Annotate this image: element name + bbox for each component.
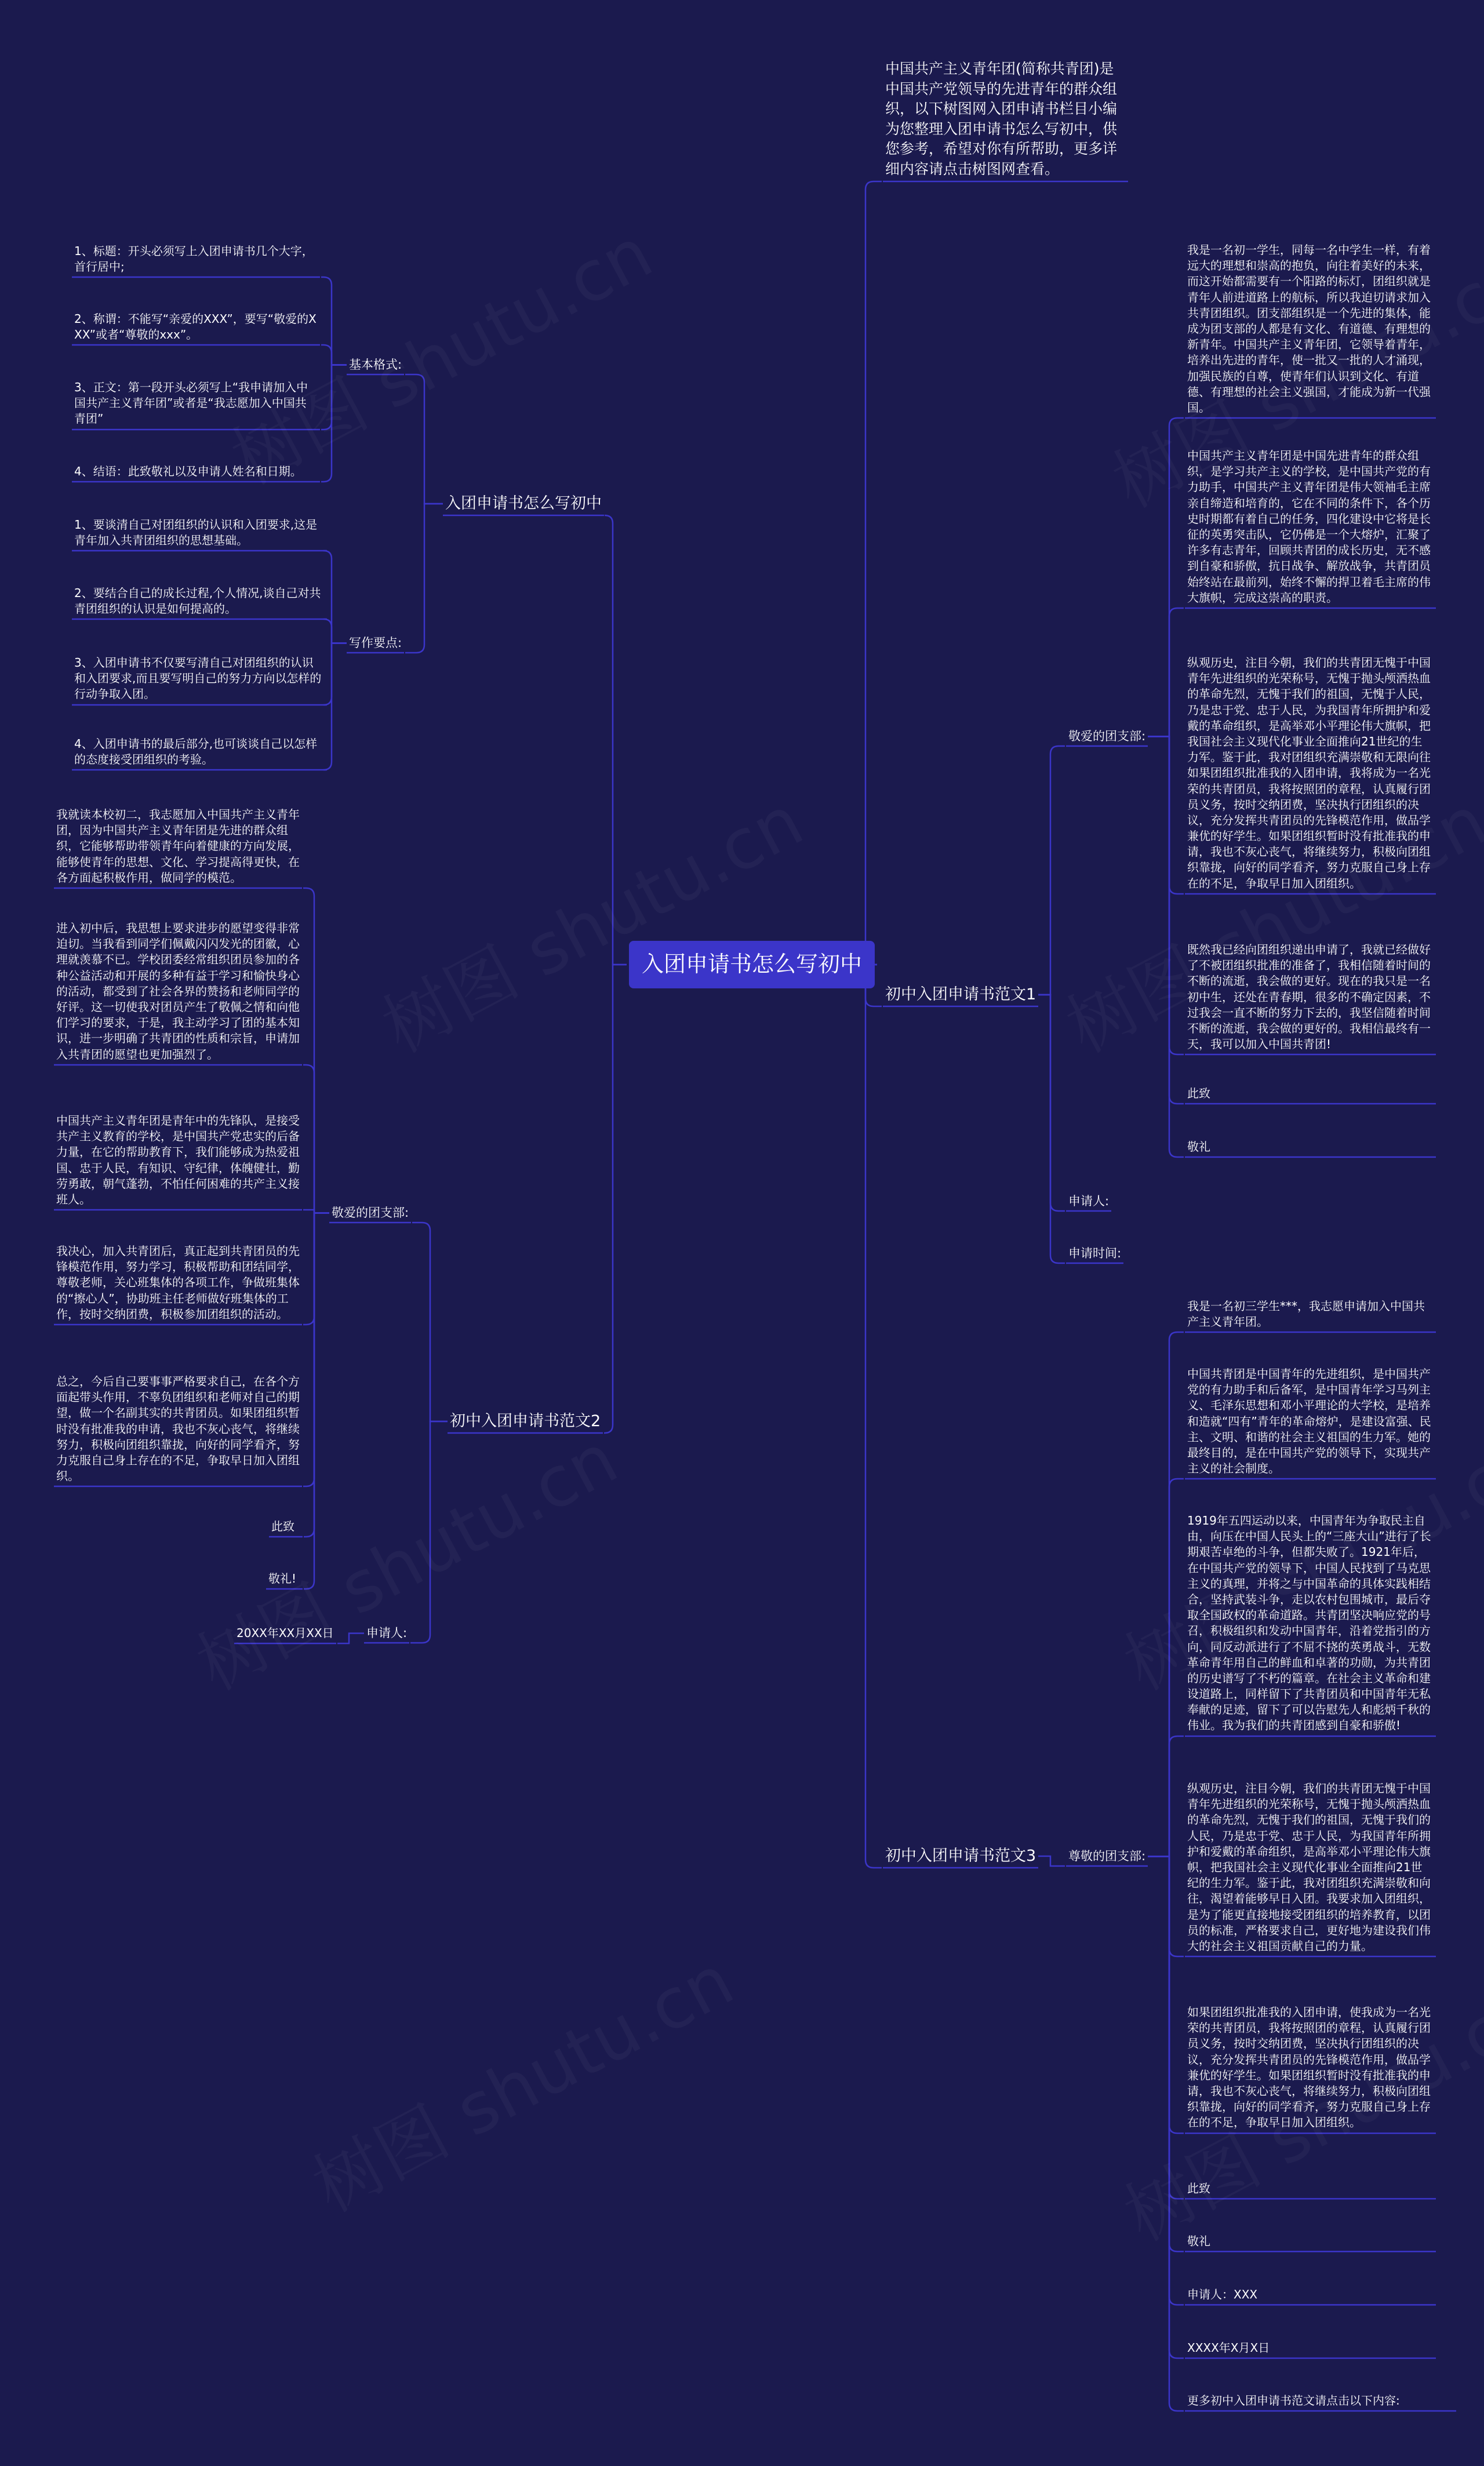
connector	[410, 1421, 448, 1643]
connector	[303, 1213, 329, 1487]
connector	[323, 551, 347, 643]
sample3-date[interactable]: XXXX年X月X日	[1187, 2341, 1270, 2355]
basic-format-item[interactable]: 4、结语：此致敬礼以及申请人姓名和日期。	[74, 464, 302, 478]
connector	[1148, 1857, 1184, 2199]
connector	[1148, 418, 1184, 737]
connector	[1148, 737, 1184, 1055]
connector	[1038, 1856, 1065, 1866]
connector	[604, 965, 627, 1433]
connector	[1148, 737, 1184, 1158]
connector	[865, 965, 882, 1868]
root-topic[interactable]: 入团申请书怎么写初中	[629, 941, 875, 988]
writing-point-item[interactable]: 4、入团申请书的最后部分,也可谈谈自己以怎样的态度接受团组织的考验。	[74, 737, 318, 767]
sample1-applicant[interactable]: 申请人:	[1068, 1194, 1110, 1208]
sample3-paragraph[interactable]: 我是一名初三学生***，我志愿申请加入中国共产主义青年团。	[1187, 1299, 1425, 1329]
connector	[1148, 1736, 1184, 1857]
sample3-paragraph[interactable]: 如果团组织批准我的入团申请，使我成为一名光荣的共青团员，我将按照团的章程，认真履行团员义务，按时交纳团费，坚决执行团组织的决议，充分发挥共青团员的先锋模范作用，做品学兼优的好学生。如果团组织暂时没有批准我的申请，我也不灰心丧气，将继续努力，积极向团组织靠拢，向好的同学看齐，努力克服自己身上存在的不足，争取早日加入团组织。	[1187, 2005, 1431, 2130]
connector	[1038, 746, 1065, 995]
writing-points-label[interactable]: 写作要点:	[349, 636, 402, 650]
sample3-more-link[interactable]: 更多初中入团申请书范文请点击以下内容:	[1187, 2394, 1400, 2407]
sample2-paragraph[interactable]: 我决心，加入共青团后，真正起到共青团员的先锋模范作用，努力学习，积极帮助和团结同学，尊敬老师，关心班集体的各项工作，争做班集体的“擦心人”，协助班主任老师做好班集体的工作，按时交纳团费，积极参加团组织的活动。	[56, 1244, 300, 1321]
connector	[303, 1065, 329, 1213]
branch-sample-3[interactable]: 初中入团申请书范文3	[885, 1847, 1036, 1865]
connector	[605, 515, 627, 965]
connector	[323, 643, 347, 705]
sample1-paragraph[interactable]: 纵观历史，注目今朝，我们的共青团无愧于中国青年先进组织的光荣称号，无愧于抛头颅洒热血的革命先烈，无愧于我们的祖国，无愧于人民，乃是忠于党、忠于人民，为我国青年所拥护和爱戴的革命组织，是高举邓小平理论伟大旗帜，把我国社会主义现代化事业全面推向21世纪的生力军。鉴于此，我对团组织充满崇敬和无限向往如果团组织批准我的入团申请，我将成为一名光荣的共青团员，我将按照团的章程，认真履行团员义务，按时交纳团费，坚决执行团组织的决议，充分发挥共青团员的先锋模范作用，做品学兼优的好学生。如果团组织暂时没有批准我的申请，我也不灰心丧气，将继续努力，积极向团组织靠拢，向好的同学看齐，努力克服自己身上存在的不足，争取早日加入团组织。	[1187, 656, 1431, 890]
sample1-closing[interactable]: 敬礼	[1187, 1140, 1210, 1154]
connector	[303, 888, 329, 1213]
sample2-dear-label[interactable]: 敬爱的团支部:	[332, 1206, 409, 1220]
writing-point-item[interactable]: 1、要谈清自己对团组织的认识和入团要求,这是青年加入共青团组织的思想基础。	[74, 518, 318, 548]
basic-format-item[interactable]: 3、正文：第一段开头必须写上“我申请加入中国共产主义青年团”或者是“我志愿加入中国共青团”	[74, 380, 308, 426]
connector	[1148, 1857, 1184, 2134]
connector	[323, 619, 347, 643]
branch-how-to-write[interactable]: 入团申请书怎么写初中	[445, 494, 602, 512]
connector	[321, 277, 347, 365]
connector	[1148, 1479, 1184, 1857]
basic-format-item[interactable]: 2、称谓：不能写“亲爱的XXX”，要写“敬爱的XXX”或者“尊敬的xxx”。	[74, 312, 317, 342]
sample1-apply-time[interactable]: 申请时间:	[1068, 1246, 1122, 1260]
sample1-closing[interactable]: 此致	[1187, 1086, 1210, 1100]
sample2-paragraph[interactable]: 我就读本校初二，我志愿加入中国共产主义青年团，因为中国共产主义青年团是先进的群众组织，它能够帮助带领青年向着健康的方向发展，能够使青年的思想、文化、学习提高得更快，在各方面起积极作用，做同学的模范。	[56, 808, 300, 885]
sample3-closing[interactable]: 此致	[1187, 2181, 1210, 2195]
connector	[1148, 608, 1184, 737]
sample3-paragraph[interactable]: 纵观历史，注目今朝，我们的共青团无愧于中国青年先进组织的光荣称号，无愧于抛头颅洒热血的革命先烈，无愧于我们的祖国，无愧于我们的人民，乃是忠于党、忠于人民，为我国青年所拥护和爱戴的革命组织，是高举邓小平理论伟大旗帜，把我国社会主义现代化事业全面推向21世纪的生力军。鉴于此，我对团组织充满崇敬和向往，渴望着能够早日入团。我要求加入团组织，是为了能更直接地接受团组织的培养教育，以团员的标准，严格要求自己，更好地为建设我们伟大的社会主义祖国贡献自己的力量。	[1187, 1781, 1431, 1953]
connector	[321, 365, 347, 482]
sample1-paragraph[interactable]: 我是一名初一学生，同每一名中学生一样，有着远大的理想和崇高的抱负，向往着美好的未来，而这开始都需要有一个阳路的标灯，团组织就是青年人前进道路上的航标，所以我迫切请求加入共青团组织。团支部组织是一个先进的集体，能成为团支部的人都是有文化、有道德、有理想的新青年。中国共产主义青年团，它领导着青年，培养出先进的青年，使一批又一批的人才涌现，加强民族的自尊，使青年们认识到文化、有道德、有理想的社会主义强国，才能成为新一代强国。	[1187, 243, 1431, 414]
branch-sample-1[interactable]: 初中入团申请书范文1	[885, 985, 1036, 1003]
sample3-closing[interactable]: 敬礼	[1187, 2234, 1210, 2248]
connector	[303, 1213, 329, 1325]
sample1-paragraph[interactable]: 既然我已经向团组织递出申请了，我就已经做好了不被团组织批准的准备了，我相信随着时间的不断的流逝，我会做的更好。现在的我只是一名初中生，还处在青春期，很多的不确定因素，不过我会一直不断的努力下去的，我坚信随着时间不断的流逝，我会做的更好的。我相信最终有一天，我可以加入中国共青团!	[1187, 943, 1431, 1052]
connector	[1148, 1332, 1184, 1857]
connector	[412, 1223, 448, 1421]
sample3-paragraph[interactable]: 中国共青团是中国青年的先进组织，是中国共产党的有力助手和后备军，是中国青年学习马列主义、毛泽东思想和邓小平理论的大学校，是培养和造就“四有”青年的革命熔炉，是建设富强、民主、文明、和谐的社会主义祖国的生力军。她的最终目的，是在中国共产党的领导下，实现共产主义的社会制度。	[1187, 1367, 1431, 1476]
connector	[1148, 1857, 1184, 2359]
basic-format-item[interactable]: 1、标题：开头必须写上入团申请书几个大字，首行居中;	[74, 244, 314, 274]
sample2-closing[interactable]: 此致	[271, 1519, 294, 1533]
connector	[1038, 995, 1065, 1211]
sample3-applicant[interactable]: 申请人：XXX	[1187, 2287, 1258, 2301]
sample1-paragraph[interactable]: 中国共产主义青年团是中国先进青年的群众组织，是学习共产主义的学校，是中国共产党的有力助手，中国共产主义青年团是伟大领袖毛主席亲自缔造和培育的，它在不同的条件下，各个历史时期都有着自己的任务，四化建设中它将是长征的英勇突击队，它仍佛是一个大熔炉，汇聚了许多有志青年，回顾共青团的成长历史，无不感到自豪和骄傲，抗日战争、解放战争，共青团员始终站在最前列，始终不懈的捍卫着毛主席的伟大旗帜，完成这崇高的职责。	[1187, 449, 1431, 605]
sample2-closing[interactable]: 敬礼!	[268, 1572, 297, 1585]
connector	[337, 1634, 364, 1644]
connector	[1148, 737, 1184, 894]
sample1-dear-label[interactable]: 敬爱的团支部:	[1068, 729, 1146, 743]
writing-point-item[interactable]: 2、要结合自己的成长过程,个人情况,谈自己对共青团组织的认识是如何提高的。	[74, 586, 321, 616]
connector	[1148, 737, 1184, 1104]
intro-node[interactable]: 中国共产主义青年团(简称共青团)是中国共产党领导的先进青年的群众组织，以下树图网入团申请书栏目小编为您整理入团申请书怎么写初中，供您参考，希望对你有所帮助，更多详细内容请点击树图网查看。	[885, 60, 1118, 177]
connector	[1148, 1857, 1184, 2252]
connector	[1148, 1857, 1184, 1957]
writing-point-item[interactable]: 3、入团申请书不仅要写清自己对团组织的认识和入团要求,而且要写明自己的努力方向以怎样的行动争取入团。	[74, 656, 322, 701]
connector	[304, 1213, 329, 1537]
connector	[405, 374, 443, 504]
connector	[321, 365, 347, 430]
sample2-applicant-label[interactable]: 申请人:	[366, 1626, 408, 1640]
connector	[865, 181, 882, 965]
sample2-applicant-date[interactable]: 20XX年XX月XX日	[237, 1626, 334, 1640]
connector	[405, 504, 443, 653]
connector	[1148, 1857, 1184, 2305]
basic-format-label[interactable]: 基本格式:	[349, 358, 402, 372]
sample3-dear-label[interactable]: 尊敬的团支部:	[1068, 1849, 1146, 1863]
sample2-paragraph[interactable]: 中国共产主义青年团是青年中的先锋队，是接受共产主义教育的学校，是中国共产党忠实的后备力量，在它的帮助教育下，我们能够成为热爱祖国、忠于人民，有知识、守纪律，体魄健壮，勤劳勇敢，朝气蓬勃，不怕任何困难的共产主义接班人。	[56, 1114, 300, 1206]
sample3-paragraph[interactable]: 1919年五四运动以来，中国青年为争取民主自由，向压在中国人民头上的“三座大山”进行了长期艰苦卓绝的斗争，但都失败了。1921年后，在中国共产党的领导下，中国人民找到了马克思主义的真理，并将之与中国革命的具体实践相结合，坚持武装斗争，走以农村包围城市，最后夺取全国政权的革命道路。共青团坚决响应党的号召，积极组织和发动中国青年，沿着党指引的方向，同反动派进行了不屈不挠的英勇战斗，无数革命青年用自己的鲜血和卓著的功勋，为共青团的历史谱写了不朽的篇章。在社会主义革命和建设道路上，同样留下了共青团员和中国青年无私奉献的足迹，留下了可以告慰先人和彪炳千秋的伟业。我为我们的共青团感到自豪和骄傲!	[1187, 1514, 1431, 1733]
connector	[1038, 995, 1065, 1263]
connector	[323, 643, 347, 770]
sample2-paragraph[interactable]: 总之，今后自己要事事严格要求自己，在各个方面起带头作用，不辜负团组织和老师对自己的期望，做一个名副其实的共青团员。如果团组织暂时没有批准我的申请，我也不灰心丧气，将继续努力，积极向团组织靠拢，向好的同学看齐，努力克服自己身上存在的不足，争取早日加入团组织。	[56, 1374, 300, 1483]
sample2-paragraph[interactable]: 进入初中后，我思想上要求进步的愿望变得非常迫切。当我看到同学们佩戴闪闪发光的团徽，心理就羡慕不已。学校团委经常组织团员参加的各种公益活动和开展的多种有益于学习和愉快身心的活动，都受到了社会各界的赞扬和老师同学的好评。这一切使我对团员产生了敬佩之情和向他们学习的要求，于是，我主动学习了团的基本知识，进一步明确了共青团的性质和宗旨，申请加入共青团的愿望也更加强烈了。	[56, 921, 300, 1061]
connector	[321, 345, 347, 365]
connector	[304, 1213, 329, 1590]
branch-sample-2[interactable]: 初中入团申请书范文2	[450, 1412, 601, 1430]
